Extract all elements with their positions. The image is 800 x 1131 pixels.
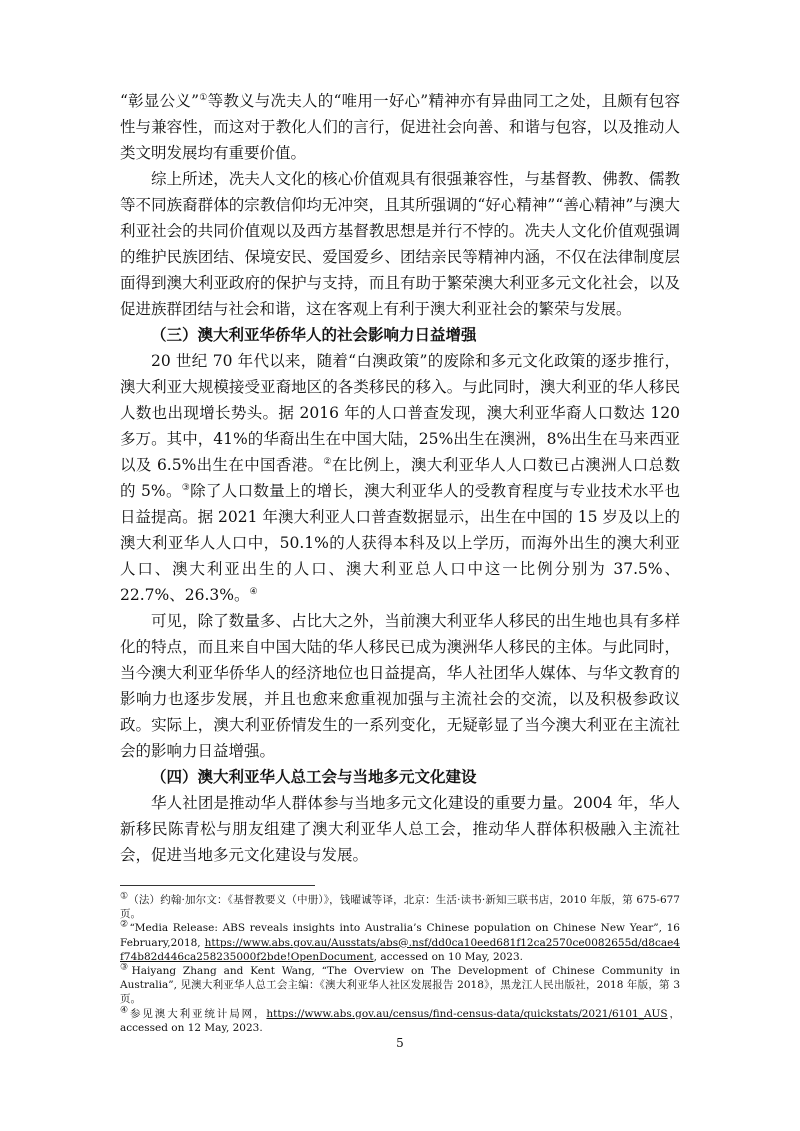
footnote-ref-3[interactable]: ③ — [181, 482, 191, 493]
footnote-mark-3: ③ — [120, 962, 132, 973]
paragraph-3 — [120, 348, 680, 608]
footnote-2-text-a: “Media Release: ABS reveals insights into Australia’s Chinese population on Chinese New Year”, 16 February,2018, — [120, 922, 680, 949]
paragraph-1 — [120, 88, 680, 166]
footnote-2-link[interactable]: https://www.abs.gov.au/Ausstats/abs@.nsf/dd0ca10eed681f12ca2570ce0082655d/d8cae4f74b82d446ca258235000f2bde!OpenDocument — [120, 936, 680, 963]
page-number: 5 — [396, 1036, 404, 1050]
paragraph-2: 综上所述，冼夫人文化的核心价值观具有很强兼容性，与基督教、佛教、儒教等不同族裔群体的宗教信仰均无冲突，且其所强调的“好心精神”“善心精神”与澳大利亚社会的共同价值观以及西方基督教思想是并行不悖的。冼夫人文化价值观强调的维护民族团结、保境安民、爱国爱乡、团结亲民等精神内涵，不仅在法律制度层面得到澳大利亚政府的保护与支持，而且有助于繁荣澳大利亚多元文化社会，以及促进族群团结与社会和谐，这在客观上有利于澳大利亚社会的繁荣与发展。 — [120, 170, 680, 318]
footnote-2 — [120, 921, 680, 964]
footnote-ref-2[interactable]: ② — [323, 456, 332, 467]
footnote-mark-1: ① — [120, 891, 129, 902]
paragraph-3-text-c: 除了人口数量上的增长，澳大利亚华人的受教育程度与专业技术水平也日益提高。据 2021 年澳大利亚人口普查数据显示，出生在中国的 15 岁及以上的澳大利亚华人人口中，50.1%的人获得本科及以上学历，而海外出生的澳大利亚人口、澳大利亚出生的人口、澳大利亚总人口中这一比例分别为 37.5%、22.7%、26.3%。 — [120, 482, 680, 604]
footnote-2-text-b: , accessed on 10 May, 2023. — [373, 950, 524, 963]
paragraph-3-text-a: 20 世纪 70 年代以来，随着“白澳政策”的废除和多元文化政策的逐步推行，澳大利亚大规模接受亚裔地区的各类移民的移入。与此同时，澳大利亚的华人移民人数也出现增长势头。据 2016 年的人口普查发现，澳大利亚华裔人口数达 120 多万。其中，41%的华裔出生在中国大陆，25%出生在澳洲，8%出生在马来西亚以及 6.5%出生在中国香港。 — [120, 352, 680, 474]
section-heading-4: （四）澳大利亚华人总工会与当地多元文化建设 — [151, 767, 477, 786]
footnote-3 — [120, 964, 680, 1007]
body-text — [120, 88, 680, 868]
footnotes — [120, 893, 680, 1035]
footnote-4-link[interactable]: https://www.abs.gov.au/census/find-census-data/quickstats/2021/6101_AUS — [266, 1007, 668, 1020]
footnote-4-text-b: ，accessed on 12 May, 2023. — [120, 1007, 681, 1034]
paragraph-1-text-b: 等教义与冼夫人的“唯用一好心”精神亦有异曲同工之处，且颇有包容性与兼容性，而这对于教化人们的言行，促进社会向善、和谐与包容，以及推动人类文明发展均有重要价值。 — [120, 92, 680, 162]
paragraph-1-text-a: “彰显公义” — [120, 92, 200, 110]
footnote-ref-4[interactable]: ④ — [249, 586, 258, 597]
footnote-mark-2: ② — [120, 919, 130, 930]
footnote-4 — [120, 1007, 680, 1035]
paragraph-5: 华人社团是推动华人群体参与当地多元文化建设的重要力量。2004 年，华人新移民陈青松与朋友组建了澳大利亚华人总工会，推动华人群体积极融入主流社会，促进当地多元文化建设与发展。 — [120, 794, 680, 864]
footnote-ref-1[interactable]: ① — [199, 92, 208, 103]
section-heading-3: （三）澳大利亚华侨华人的社会影响力日益增强 — [151, 325, 477, 344]
footnote-4-text-a: 参见澳大利亚统计局网， — [129, 1007, 267, 1020]
paragraph-4: 可见，除了数量多、占比大之外，当前澳大利亚华人移民的出生地也具有多样化的特点，而且来自中国大陆的华人移民已成为澳洲华人移民的主体。与此同时，当今澳大利亚华侨华人的经济地位也日益提高，华人社团华人媒体、与华文教育的影响力也逐步发展，并且也愈来愈重视加强与主流社会的交流，以及积极参政议政。实际上，澳大利亚侨情发生的一系列变化，无疑彰显了当今澳大利亚在主流社会的影响力日益增强。 — [120, 612, 680, 760]
paragraph-3-text-b: 在比例上，澳大利亚华人人口数已占澳洲人口总数的 5%。 — [120, 456, 680, 500]
footnote-mark-4: ④ — [120, 1005, 130, 1016]
footnote-1-text: （法）约翰·加尔文：《基督教要义（中册）》，钱曜诚等译，北京：生活·读书·新知三联书店，2010 年版，第 675-677 页。 — [120, 894, 680, 921]
footnote-1 — [120, 893, 680, 921]
footnote-divider — [120, 885, 315, 886]
footnote-3-text: Haiyang Zhang and Kent Wang, “The Overview on The Development of Chinese Community in Australia”, 见澳大利亚华人总工会主编：《澳大利亚华人社区发展报告 2018》，黑龙江人民出版社，2018 年版，第 3 页。 — [120, 965, 680, 1006]
